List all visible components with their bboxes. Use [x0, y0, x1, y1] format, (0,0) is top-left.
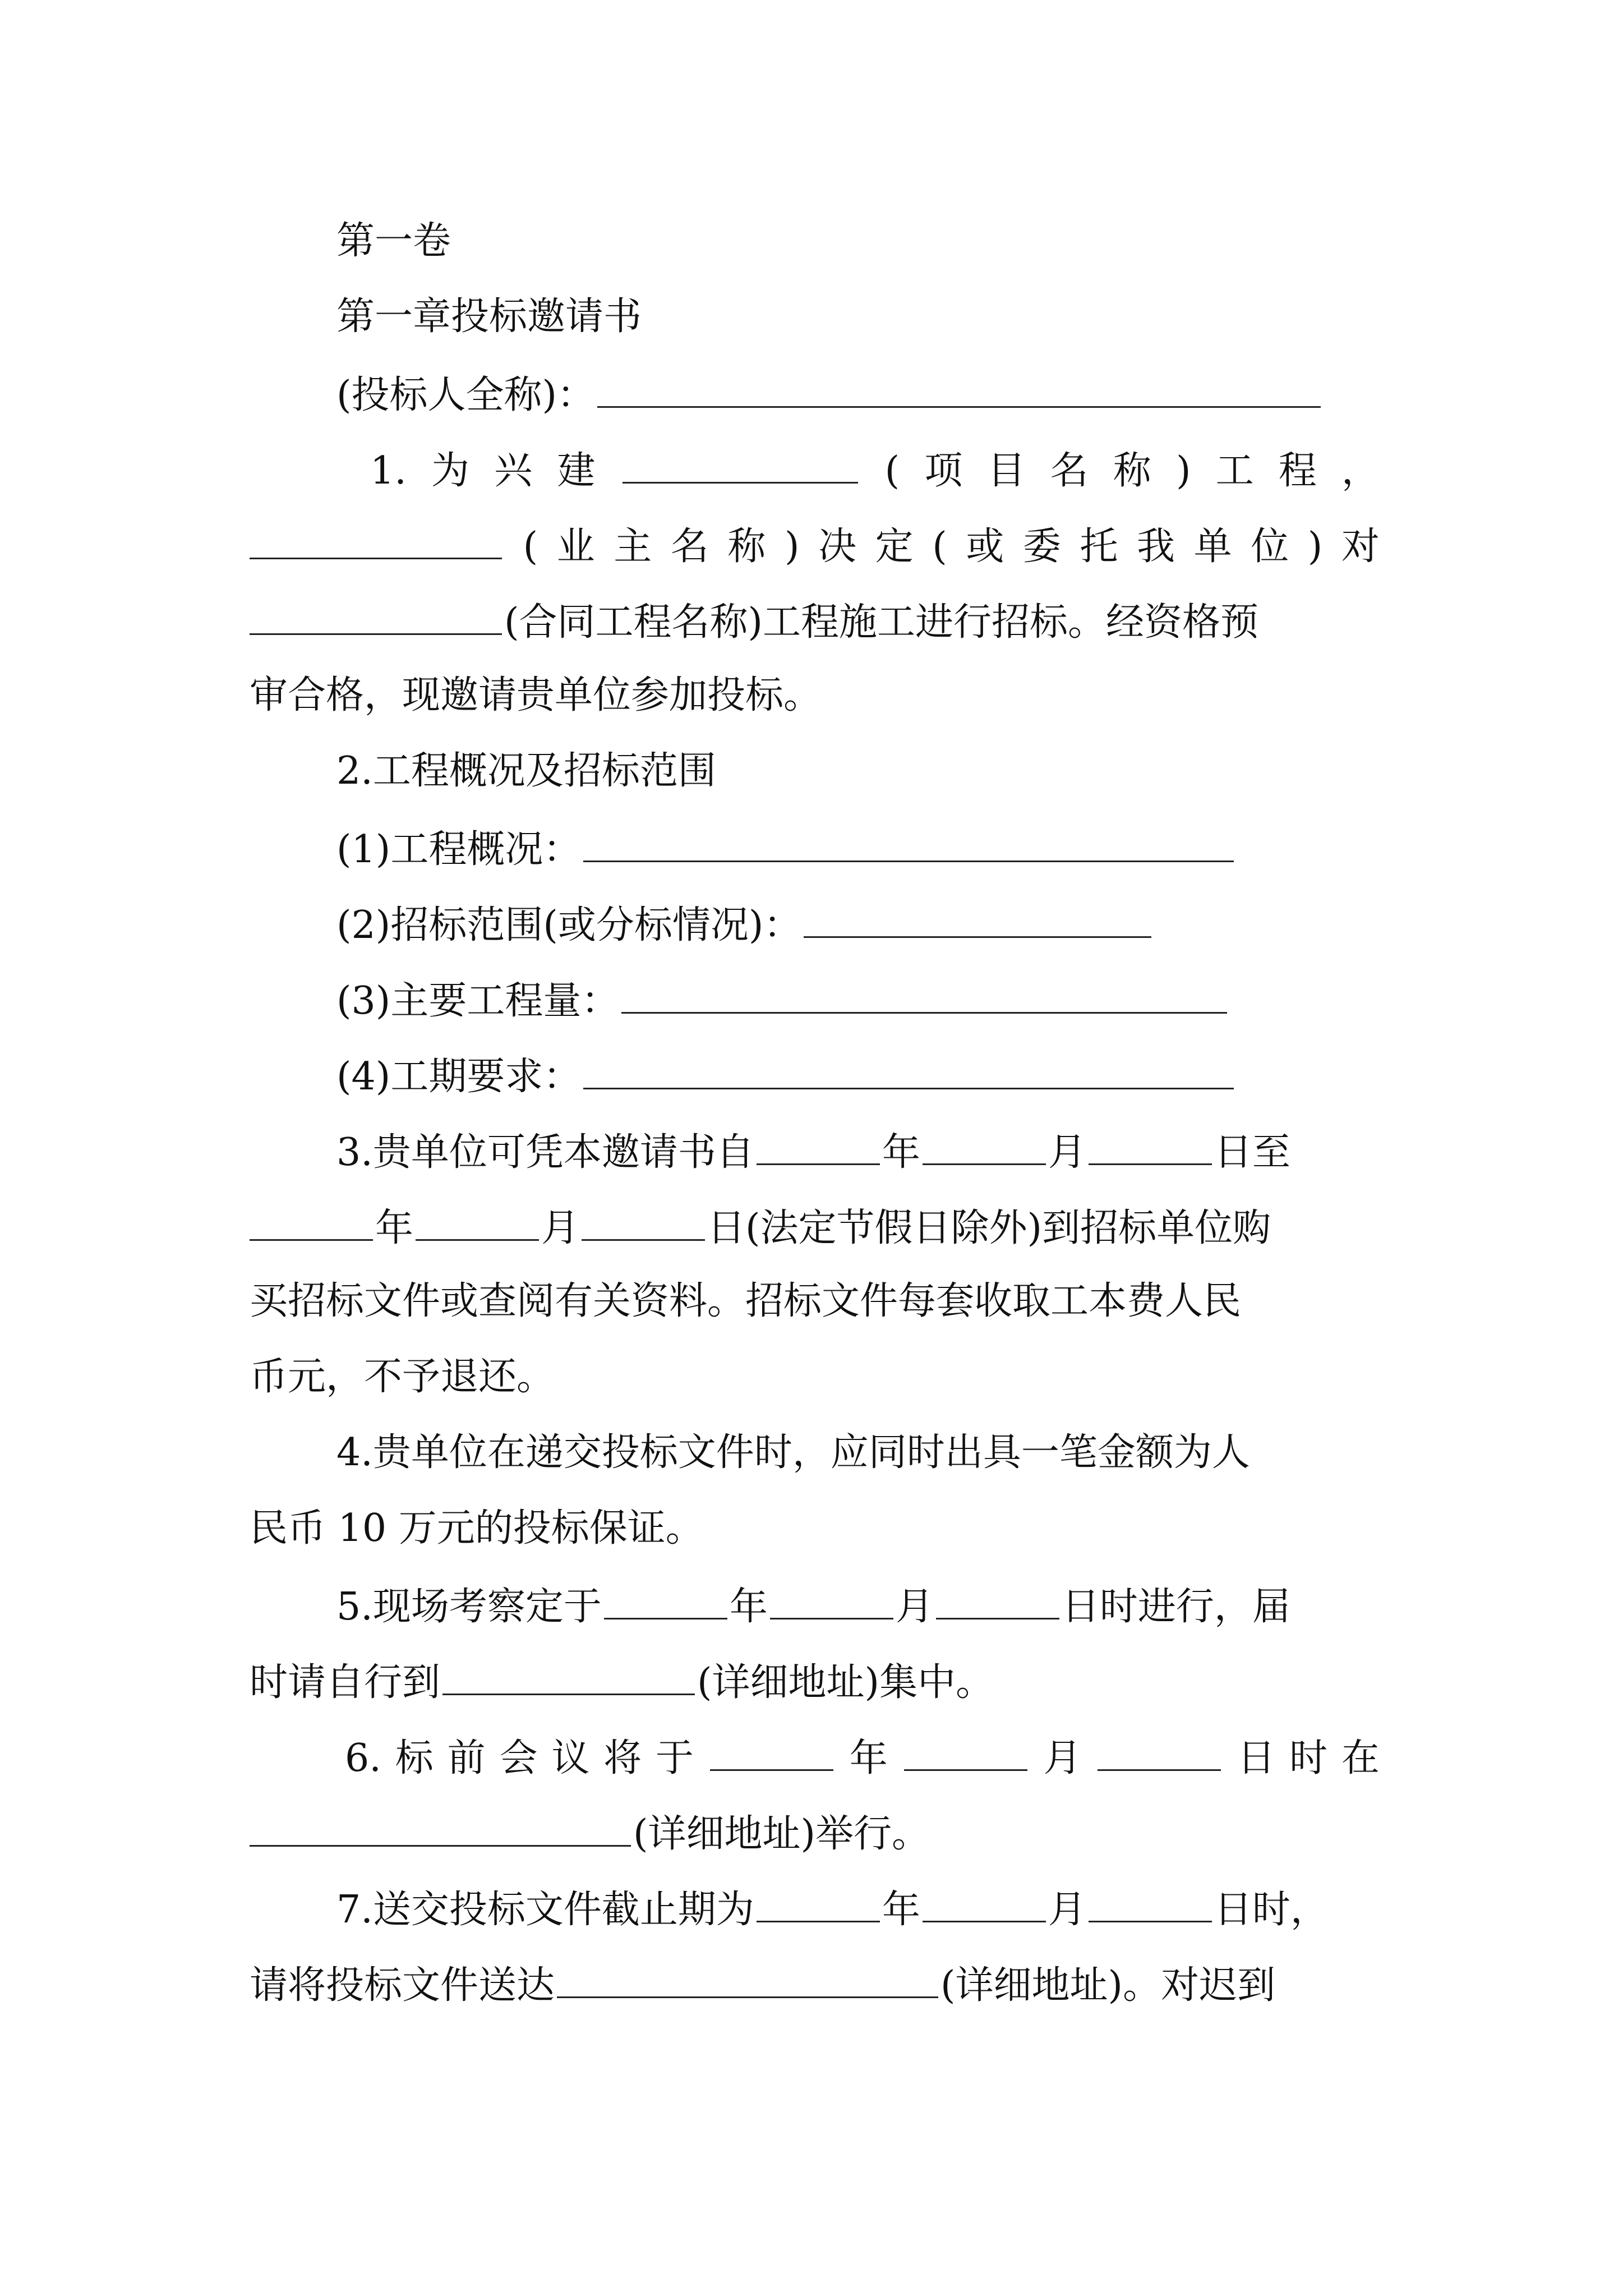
deadline-day-blank[interactable]: [1089, 1879, 1212, 1922]
deadline-month-blank[interactable]: [923, 1879, 1046, 1922]
start-year-blank[interactable]: [757, 1122, 880, 1165]
contract-name-blank[interactable]: [250, 592, 502, 635]
item6-line2: (详细地址)举行。: [250, 1803, 930, 1860]
item4-line2: 民币 10 万元的投标保证。: [250, 1506, 704, 1550]
item3-line2: 年 月 日(法定节假日除外)到招标单位购: [250, 1198, 1271, 1254]
overview-blank[interactable]: [583, 819, 1234, 862]
visit-address-blank[interactable]: [442, 1652, 695, 1695]
chapter-title: 第一章投标邀请书: [336, 295, 642, 339]
item6-line1: 6. 标 前 会 议 将 于 年 月 日 时 在: [345, 1728, 1380, 1784]
addressee-line: (投标人全称)：: [336, 365, 1323, 421]
item3-line4: 币元，不予退还。: [250, 1355, 555, 1399]
meeting-year-blank[interactable]: [710, 1728, 833, 1771]
start-month-blank[interactable]: [923, 1122, 1046, 1165]
item2-sub2: (2)招标范围(或分标情况)：: [336, 895, 1154, 951]
item2-sub3: (3)主要工程量：: [336, 970, 1229, 1027]
delivery-address-blank[interactable]: [557, 1955, 938, 1998]
duration-blank[interactable]: [583, 1046, 1234, 1089]
scope-blank[interactable]: [804, 895, 1151, 938]
item3-line3: 买招标文件或查阅有关资料。招标文件每套收取工本费人民: [250, 1279, 1242, 1323]
item7-line2: 请将投标文件送达 (详细地址)。对迟到: [250, 1955, 1275, 2011]
item5-line1: 5.现场考察定于 年 月 日时进行，届: [336, 1576, 1290, 1632]
meeting-day-blank[interactable]: [1098, 1728, 1221, 1771]
item4-line1: 4.贵单位在递交投标文件时，应同时出具一笔金额为人: [336, 1430, 1250, 1475]
meeting-month-blank[interactable]: [904, 1728, 1027, 1771]
visit-month-blank[interactable]: [770, 1576, 893, 1619]
addressee-blank[interactable]: [597, 365, 1321, 408]
start-day-blank[interactable]: [1089, 1122, 1212, 1165]
visit-year-blank[interactable]: [604, 1576, 727, 1619]
end-day-blank[interactable]: [582, 1198, 705, 1241]
deadline-year-blank[interactable]: [757, 1879, 880, 1922]
item2-sub4: (4)工期要求：: [336, 1046, 1236, 1102]
item1-line3: (合同工程名称)工程施工进行招标。经资格预: [250, 592, 1258, 648]
volume-title: 第一卷: [336, 219, 451, 263]
owner-name-blank[interactable]: [250, 516, 502, 559]
visit-day-blank[interactable]: [936, 1576, 1059, 1619]
item5-line2: 时请自行到 (详细地址)集中。: [250, 1652, 994, 1708]
item3-line1: 3.贵单位可凭本邀请书自 年 月 日至: [336, 1122, 1290, 1178]
item1-line1: 1. 为 兴 建 ( 项 目 名 称 ) 工 程 ，: [370, 440, 1380, 496]
meeting-address-blank[interactable]: [250, 1803, 631, 1847]
item2-sub1: (1)工程概况：: [336, 819, 1236, 875]
item1-line2: ( 业 主 名 称 ) 决 定 ( 或 委 托 我 单 位 ) 对: [250, 516, 1380, 572]
item1-line4: 审合格，现邀请贵单位参加投标。: [250, 673, 822, 717]
end-month-blank[interactable]: [416, 1198, 539, 1241]
item7-line1: 7.送交投标文件截止期为 年 月 日时，: [336, 1879, 1329, 1935]
item2-title: 2.工程概况及招标范围: [336, 749, 716, 793]
project-name-blank[interactable]: [623, 440, 858, 484]
end-year-blank[interactable]: [250, 1198, 373, 1241]
quantity-blank[interactable]: [621, 970, 1227, 1014]
